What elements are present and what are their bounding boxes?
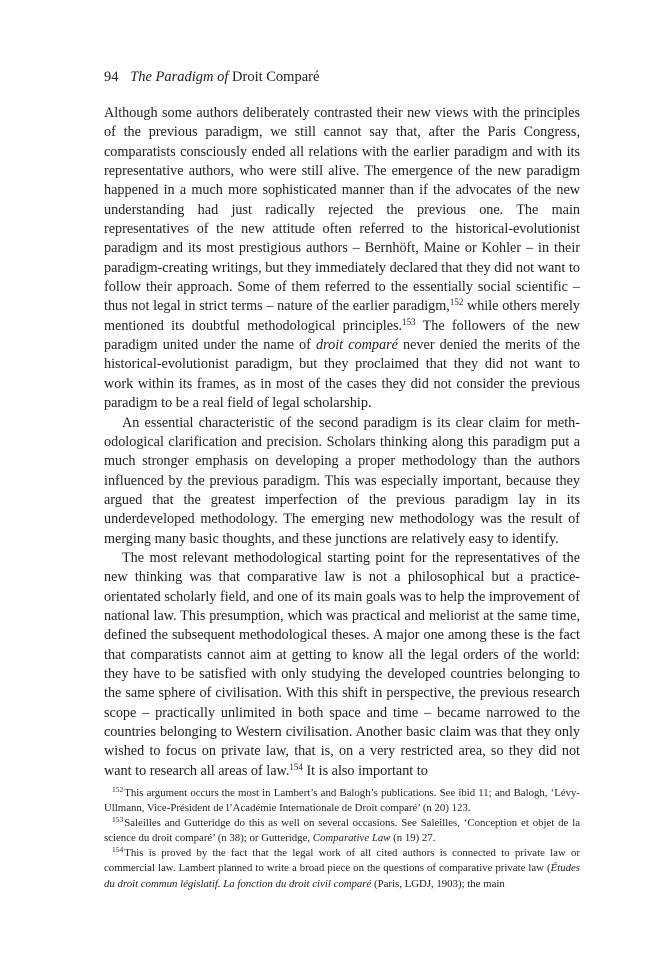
- paragraph-3-text-a: The most relevant methodological starting point for the representatives of the new thinking was that comparative law is not a philosophical but a practice-orientated scholarly field, and one of its main goals was to help the improvement of national law. This presumption, which was practical and meliorist at the same time, defined the subsequent methodological theses. A major one among these is the fact that comparatists cannot aim at getting to know all the legal orders of the world: they have to be satisfied with only studying the developed countries belonging to the same sphere of civilisation. With this shift in perspective, the previous research scope – practically unlimited in both space and time – became narrowed to the countries belonging to Western civilisation. Another basic claim was that they only wished to focus on private law, that is, on a very restricted area, so they did not want to research all areas of law.: [104, 549, 580, 779]
- paragraph-1-text-b: while others merely mentioned its doubtful methodological principles.: [104, 298, 580, 334]
- footnote-number-153: 153: [112, 815, 124, 825]
- footnote-152-text: This argument occurs the most in Lambert’s and Balogh’s publications. See ibid 11; and Balogh, ‘Lévy-Ullmann, Vice-Président de l’Académie Internationale de Droit comparé’ (n 20) 123.: [104, 787, 580, 815]
- footnote-154-text-b: (Paris, LGDJ, 1903); the main: [371, 877, 505, 890]
- footnote-154: [104, 846, 580, 891]
- running-head-title-roman: Droit Comparé: [232, 69, 320, 85]
- paragraph-2: An essential characteristic of the second paradigm is its clear claim for methodological clarification and precision. Scholars thinking along this paradigm put a much stronger emphasis on developing a proper methodology than the authors influenced by the previous paradigm. This was especially important, because they argued that the greatest imperfection of the previous paradigm lay in its underdeveloped methodology. The emerging new methodology was the result of merging many basic thoughts, and these junctions are relatively easy to identify.: [104, 414, 580, 547]
- paragraph-3: [104, 549, 580, 781]
- footnote-number-152: 152: [112, 785, 124, 794]
- footnote-153-text-a: Saleilles and Gutteridge do this as well on several occasions. See Saleilles, ‘Conception et objet de la science du droit comparé’ (n 38); or Gutteridge,: [104, 817, 580, 845]
- footnote-number-154: 154: [112, 845, 124, 855]
- footnote-ref-153[interactable]: 153: [402, 316, 416, 327]
- footnote-153: [104, 816, 580, 846]
- footnote-154-italic-title: Études du droit commun législatif. La fonction du droit civil comparé: [104, 862, 580, 890]
- paragraph-1-text-c: The followers of the new paradigm united under the name of: [104, 317, 580, 354]
- footnote-153-text-b: (n 19) 27.: [390, 832, 436, 845]
- footnote-ref-152[interactable]: 152: [449, 297, 464, 308]
- footnote-153-italic-title: Comparative Law: [312, 832, 391, 845]
- footnote-ref-154[interactable]: 154: [289, 761, 303, 772]
- paragraph-1-italic-term: droit comparé: [316, 337, 398, 354]
- running-head-title-italic: The Paradigm of: [130, 69, 229, 85]
- footnote-154-text-a: This is proved by the fact that the legal work of all cited authors is connected to private law or commercial law. Lambert planned to write a broad piece on the questions of comparative private law (: [104, 847, 580, 875]
- running-head: [104, 68, 319, 86]
- paragraph-1-text-a: Although some authors deliberately contrasted their new views with the principles of the previous paradigm, we still cannot say that, after the Paris Congress, comparatists consciously ended all relations with the earlier paradigm and with its representative authors, who were still alive. The emergence of the new paradigm happened in a much more sophisticated manner than if the advocates of the new understanding had just radically rejected the previous one. The main representatives of the new attitude often referred to the historical-evolutionist paradigm and its most prestigious authors – Bernhöft, Maine or Kohler – in their paradigm-creating writings, but they immediately declared that they did not want to follow their approach. Some of them referred to the essentially social scientific – thus not legal in strict terms – nature of the earlier paradigm,: [104, 105, 580, 315]
- page-number: 94: [104, 69, 119, 85]
- paragraph-1: [104, 104, 580, 414]
- body-text: [104, 104, 580, 781]
- footnote-152: [104, 786, 580, 816]
- paragraph-1-text-d: never denied the merits of the historical-evolutionist paradigm, but they proclaimed that they did not want to work within its frames, as in most of the cases they did not consider the previous paradigm to be a real field of legal scholarship.: [104, 337, 580, 412]
- paragraph-3-text-b: It is also important to: [302, 762, 428, 779]
- footnotes: [104, 786, 580, 892]
